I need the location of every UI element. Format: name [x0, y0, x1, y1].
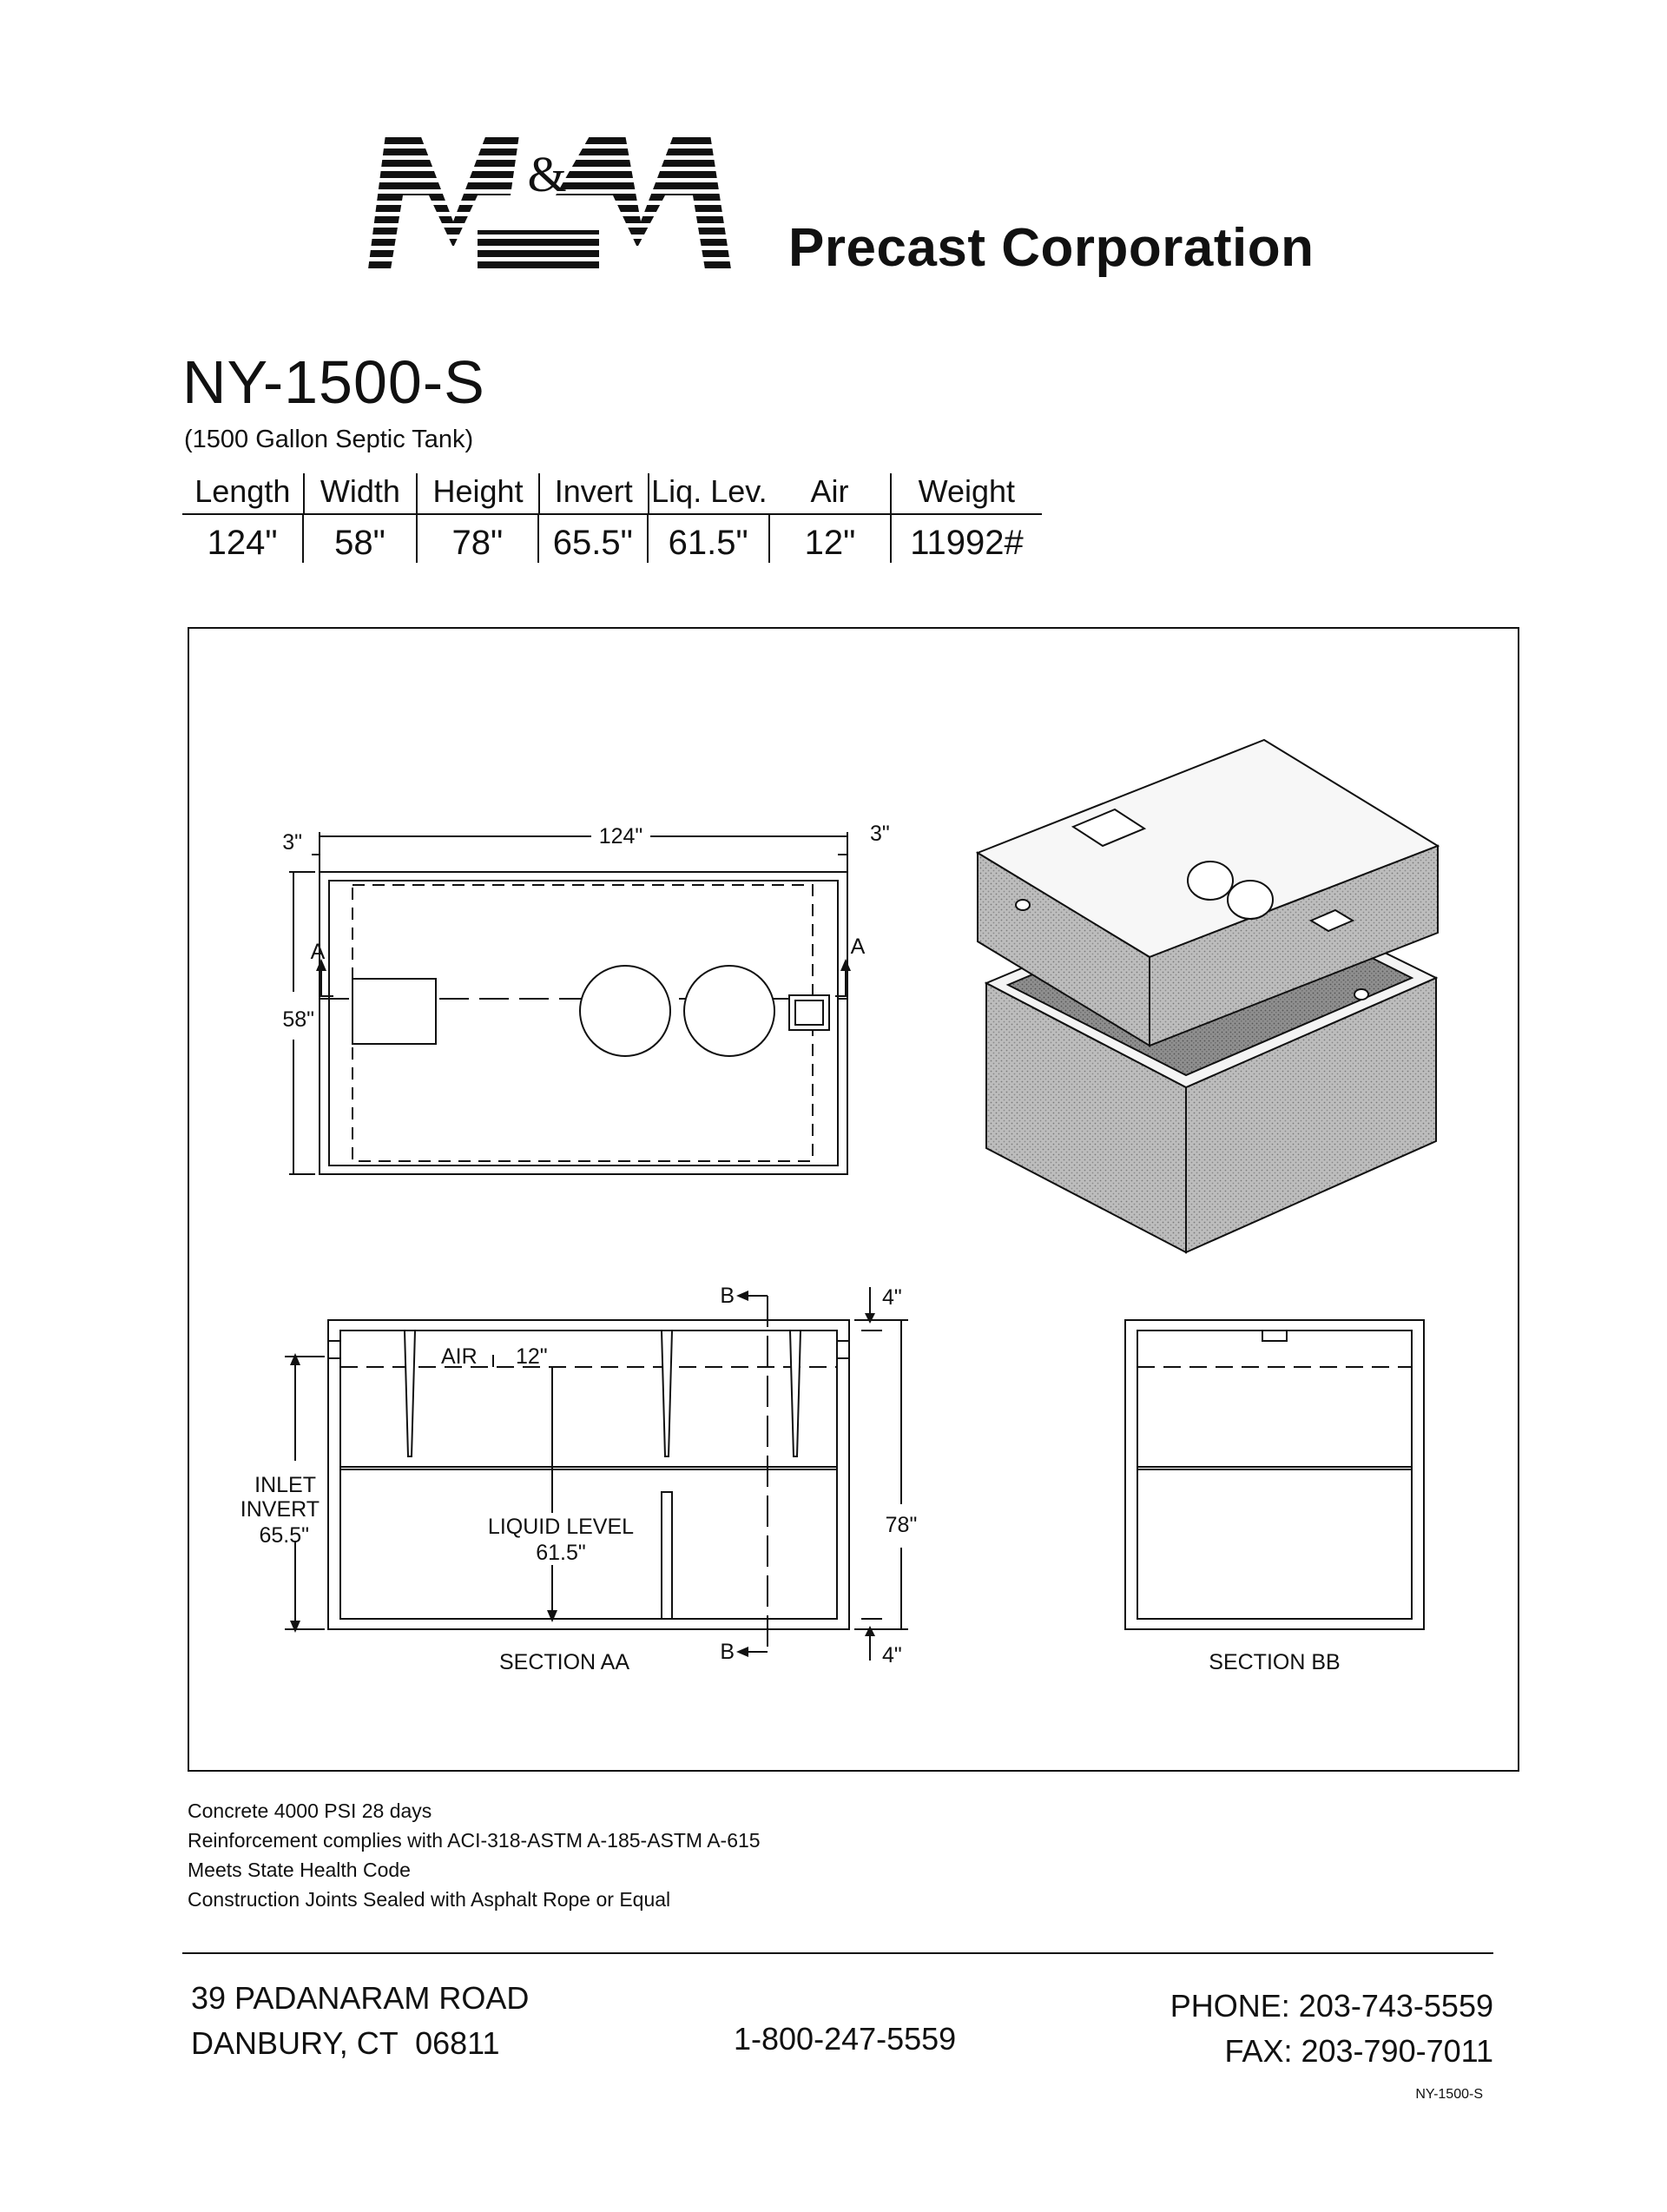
spec-header-width: Width	[303, 473, 417, 515]
spec-header-invert: Invert	[538, 473, 648, 515]
height-label: 78"	[885, 1513, 918, 1537]
spec-value-row	[182, 515, 1042, 563]
product-description: (1500 Gallon Septic Tank)	[184, 426, 474, 453]
spec-header-row	[182, 473, 1042, 515]
top-thickness-label: 4"	[882, 1285, 902, 1310]
section-mark-b-bottom: B	[720, 1640, 735, 1664]
spec-header-weight: Weight	[890, 473, 1042, 515]
section-bb-view	[1125, 1320, 1424, 1629]
spec-value-length: 124"	[207, 524, 278, 562]
note-item: Reinforcement complies with ACI-318-ASTM A-185-ASTM A-615	[188, 1829, 761, 1852]
inlet-invert-line1: INLET	[254, 1473, 316, 1497]
plan-width-label: 58"	[282, 1007, 314, 1032]
isometric-view	[978, 740, 1438, 1252]
plan-view	[289, 832, 847, 1174]
plan-wall-right-label: 3"	[870, 822, 890, 846]
document-id: NY-1500-S	[1415, 2087, 1483, 2102]
company-logo	[365, 126, 781, 278]
section-aa-view	[285, 1287, 908, 1661]
spec-header-length: Length	[182, 473, 303, 515]
footer-contact	[1170, 1984, 1493, 2074]
note-item: Concrete 4000 PSI 28 days	[188, 1799, 432, 1822]
model-number: NY-1500-S	[182, 348, 485, 416]
footer-tollfree: 1-800-247-5559	[734, 2021, 957, 2057]
note-item: Construction Joints Sealed with Asphalt Rope or Equal	[188, 1888, 671, 1911]
inlet-invert-value: 65.5"	[259, 1523, 309, 1548]
footer-phone: PHONE: 203-743-5559	[1170, 1988, 1493, 2024]
address-line1: 39 PADANARAM ROAD	[191, 1980, 530, 2016]
spec-value-liquid-level: 61.5"	[647, 515, 768, 563]
section-bb-title: SECTION BB	[1209, 1650, 1341, 1674]
spec-header-air: Air	[769, 473, 890, 515]
liquid-level-value: 61.5"	[536, 1541, 586, 1565]
plan-section-mark-right: A	[850, 934, 866, 959]
footer-fax: FAX: 203-790-7011	[1224, 2033, 1493, 2069]
section-aa-title: SECTION AA	[498, 1650, 630, 1674]
spec-value-width: 58"	[302, 515, 415, 563]
section-mark-b-top: B	[720, 1284, 735, 1308]
address-line2: DANBURY, CT 06811	[191, 2025, 500, 2061]
air-value: 12"	[516, 1344, 548, 1369]
inlet-invert-line2: INVERT	[240, 1497, 320, 1522]
spec-value-invert: 65.5"	[537, 515, 646, 563]
spec-value-weight: 11992#	[890, 515, 1042, 563]
plan-length-label: 124"	[598, 824, 643, 848]
svg-text:&: &	[527, 146, 567, 202]
construction-notes	[188, 1796, 761, 1914]
spec-header-height: Height	[416, 473, 538, 515]
note-item: Meets State Health Code	[188, 1859, 411, 1881]
footer-address	[191, 1976, 529, 2066]
tank-drawing	[188, 627, 1519, 1772]
company-name: Precast Corporation	[788, 218, 1314, 278]
plan-section-mark-left: A	[310, 940, 326, 964]
liquid-level-label: LIQUID LEVEL	[487, 1515, 635, 1539]
air-label: AIR	[441, 1344, 478, 1369]
bottom-thickness-label: 4"	[882, 1643, 902, 1667]
spec-value-air: 12"	[768, 515, 890, 563]
plan-wall-left-label: 3"	[282, 830, 302, 855]
spec-table	[182, 473, 1042, 563]
spec-header-liquid-level: Liq. Lev.	[648, 473, 770, 515]
footer-divider	[182, 1952, 1493, 1954]
spec-value-height: 78"	[416, 515, 537, 563]
